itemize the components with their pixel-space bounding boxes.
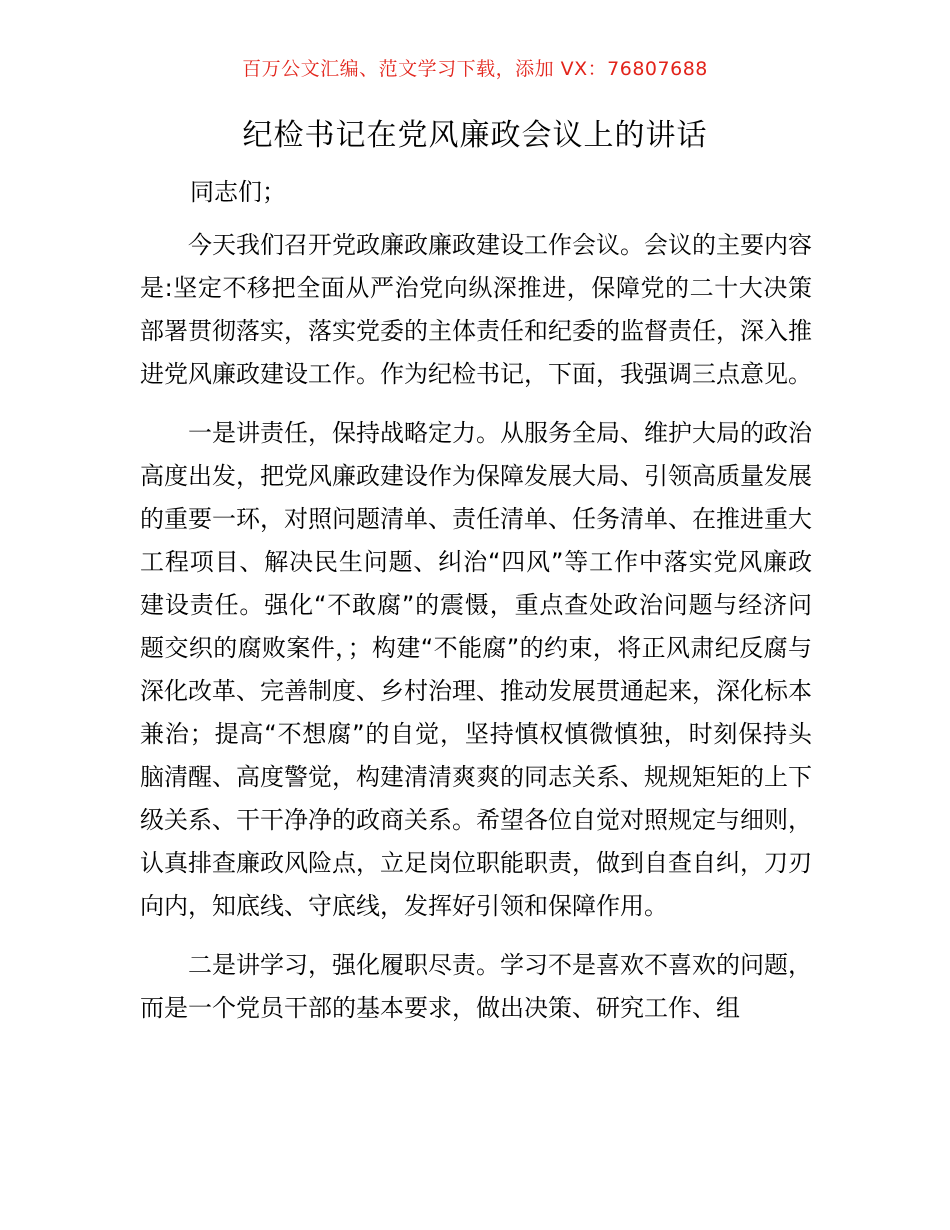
document-body	[140, 224, 812, 1046]
paragraph-point-two: 二是讲学习，强化履职尽责。学习不是喜欢不喜欢的问题，而是一个党员干部的基本要求，做出决策、研究工作、组	[140, 951, 812, 1022]
document-title: 纪检书记在党风廉政会议上的讲话	[242, 118, 708, 153]
watermark-header: 百万公文汇编、范文学习下载，添加 VX：76807688	[242, 58, 708, 80]
paragraph-point-one: 一是讲责任，保持战略定力。从服务全局、维护大局的政治高度出发，把党风廉政建设作为保障发展大局、引领高质量发展的重要一环，对照问题清单、责任清单、任务清单、在推进重大工程项目、解决民生问题、纠治“四风”等工作中落实党风廉政建设责任。强化“不敢腐”的震慑，重点查处政治问题与经济问题交织的腐败案件，；构建“不能腐”的约束，将正风肃纪反腐与深化改革、完善制度、乡村治理、推动发展贯通起来，深化标本兼治；提高“不想腐”的自觉，坚持慎权慎微慎独，时刻保持头脑清醒、高度警觉，构建清清爽爽的同志关系、规规矩矩的上下级关系、干干净净的政商关系。希望各位自觉对照规定与细则，认真排查廉政风险点，立足岗位职能职责，做到自查自纠，刀刃向内，知底线、守底线，发挥好引领和保障作用。	[140, 419, 812, 920]
salutation: 同志们；	[190, 178, 286, 206]
paragraph-intro: 今天我们召开党政廉政廉政建设工作会议。会议的主要内容是:坚定不移把全面从严治党向纵深推进，保障党的二十大决策部署贯彻落实，落实党委的主体责任和纪委的监督责任，深入推进党风廉政建设工作。作为纪检书记，下面，我强调三点意见。	[140, 231, 812, 388]
